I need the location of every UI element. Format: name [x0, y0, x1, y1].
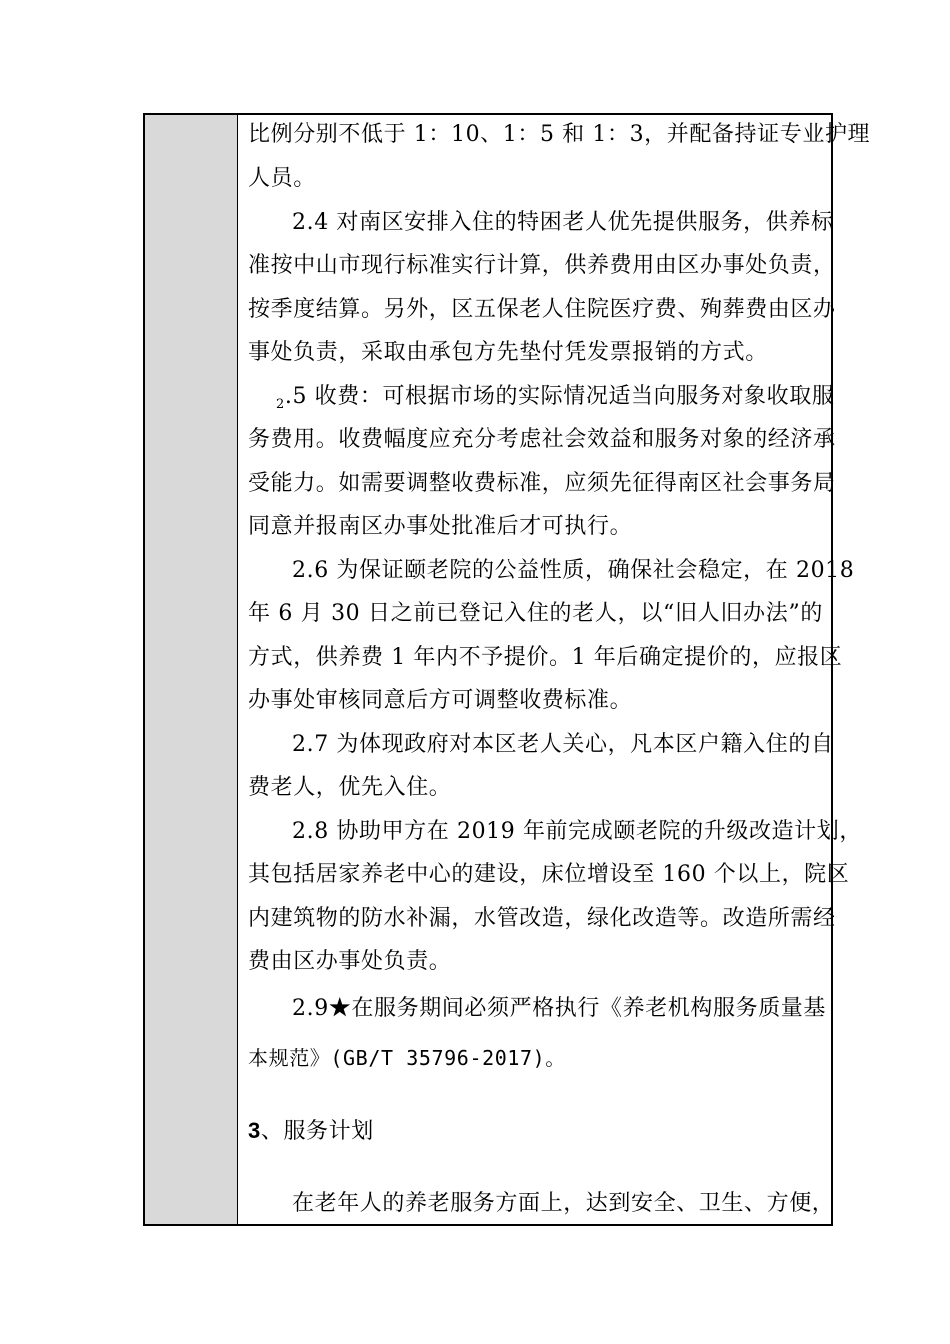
text-line: 2.7 为体现政府对本区老人关心，凡本区户籍入住的自: [292, 732, 834, 757]
text-line: 按季度结算。另外，区五保老人住院医疗费、殉葬费由区办: [248, 297, 836, 322]
item-prefix: 2: [276, 397, 285, 412]
text-line: 2.9★在服务期间必须严格执行《养老机构服务质量基: [292, 996, 826, 1021]
text-line: 2.4 对南区安排入住的特困老人优先提供服务，供养标: [292, 210, 834, 235]
text-line: 受能力。如需要调整收费标准，应须先征得南区社会事务局: [248, 471, 836, 496]
content-cell: [248, 115, 871, 1224]
text-line: 其包括居家养老中心的建设，床位增设至 160 个以上，院区: [248, 862, 850, 887]
heading-text: 、服务计划: [260, 1119, 374, 1144]
text-fragment: .5 收费：可根据市场的实际情况适当向服务对象收取服: [284, 384, 835, 409]
text-line: 同意并报南区办事处批准后才可执行。: [248, 514, 633, 539]
text-line: 比例分别不低于 1：10、1：5 和 1：3，并配备持证专业护理: [248, 122, 871, 147]
label-column: [145, 115, 238, 1224]
text-line: 2.6 为保证颐老院的公益性质，确保社会稳定，在 2018: [292, 558, 855, 583]
text-line: 本规范》(GB/T 35796-2017)。: [248, 1046, 566, 1070]
text-line: 事处负责，采取由承包方先垫付凭发票报销的方式。: [248, 340, 768, 365]
text-line: 内建筑物的防水补漏，水管改造，绿化改造等。改造所需经: [248, 906, 836, 931]
text-line: 2.8 协助甲方在 2019 年前完成颐老院的升级改造计划，: [292, 819, 862, 844]
text-line: 年 6 月 30 日之前已登记入住的老人，以“旧人旧办法”的: [248, 601, 823, 626]
text-line: [248, 383, 835, 419]
content-table: [143, 113, 871, 1226]
text-line: 方式，供养费 1 年内不予提价。1 年后确定提价的，应报区: [248, 645, 843, 670]
text-line: 务费用。收费幅度应充分考虑社会效益和服务对象的经济承: [248, 427, 836, 452]
text-line: 准按中山市现行标准实行计算，供养费用由区办事处负责，: [248, 253, 836, 278]
text-line: 办事处审核同意后方可调整收费标准。: [248, 688, 633, 713]
text-line: 在老年人的养老服务方面上，达到安全、卫生、方便，: [292, 1191, 835, 1216]
heading-number: 3: [248, 1118, 261, 1143]
text-line: 费由区办事处负责。: [248, 949, 452, 974]
section-heading: [248, 1117, 823, 1146]
text-line: 人员。: [248, 166, 316, 191]
text-line: 费老人，优先入住。: [248, 775, 452, 800]
